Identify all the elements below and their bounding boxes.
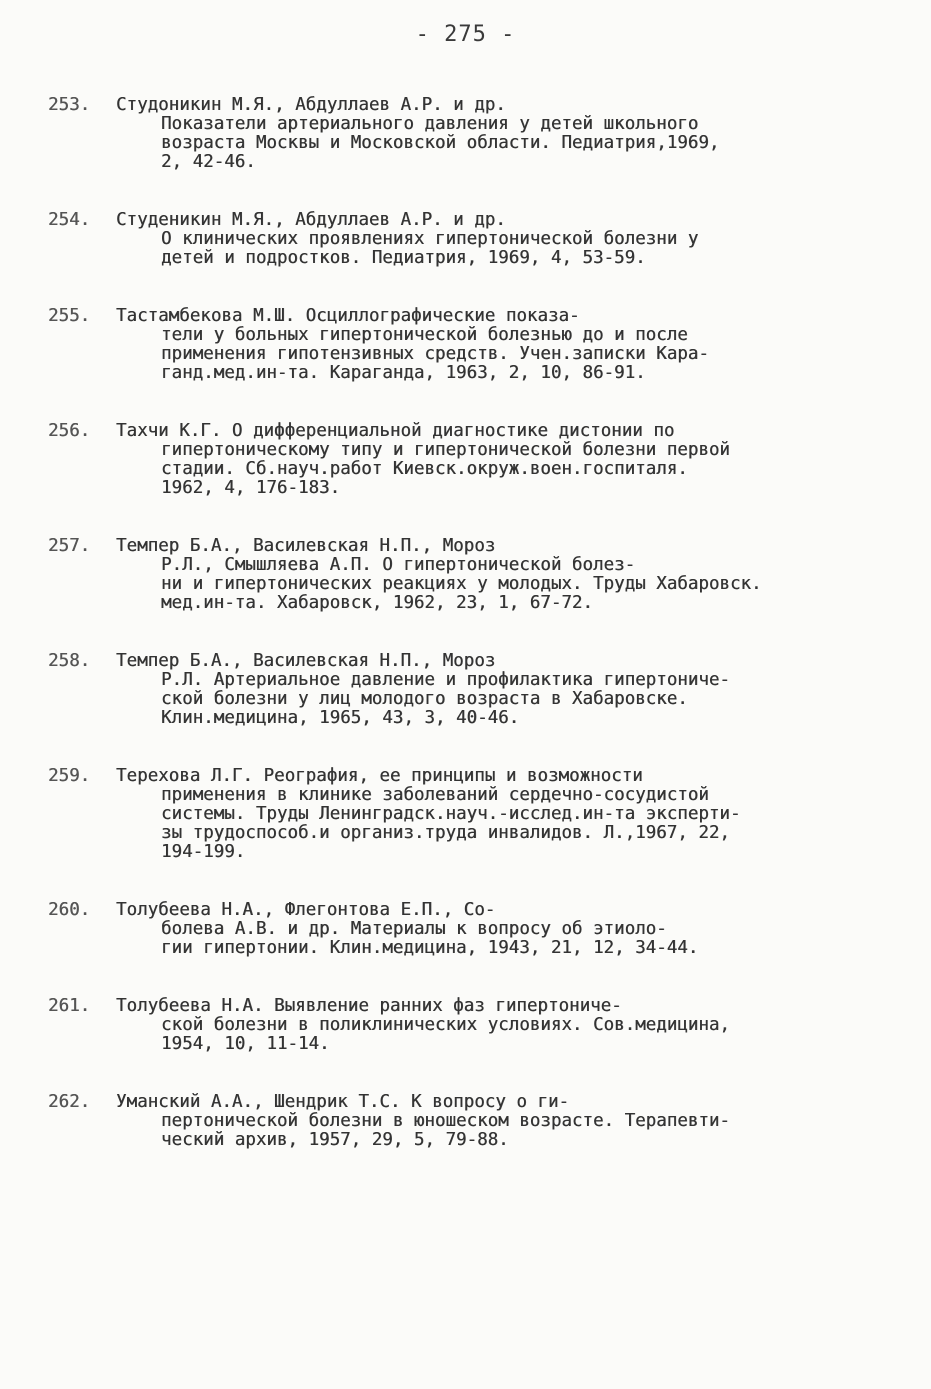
- entry-line: О клинических проявлениях гипертонической болезни у: [161, 229, 699, 249]
- entry-number: 254.: [48, 210, 91, 230]
- bibliography-entry-256: [48, 422, 888, 498]
- entry-line: стадии. Сб.науч.работ Киевск.окруж.воен.госпиталя.: [161, 459, 688, 479]
- entry-line: Р.Л. Артериальное давление и профилактика гипертониче-: [161, 670, 730, 690]
- entry-line: применения гипотензивных средств. Учен.записки Кара-: [161, 344, 709, 364]
- entry-line: 194-199.: [161, 842, 246, 862]
- entry-line: тели у больных гипертонической болезнью до и после: [161, 325, 688, 345]
- entry-number: 255.: [48, 306, 91, 326]
- entry-line: Р.Л., Смышляева А.П. О гипертонической болез-: [161, 555, 636, 575]
- entry-number: 261.: [48, 996, 91, 1016]
- entry-line: мед.ин-та. Хабаровск, 1962, 23, 1, 67-72.: [161, 593, 593, 613]
- entry-number: 257.: [48, 536, 91, 556]
- entry-line: Толубеева Н.А. Выявление ранних фаз гипертониче-: [116, 996, 622, 1016]
- bibliography-entry-262: [48, 1093, 888, 1150]
- page-number: - 275 -: [415, 22, 516, 47]
- entry-line: Студеникин М.Я., Абдуллаев А.Р. и др.: [116, 210, 506, 230]
- entry-line: Тастамбекова М.Ш. Осциллографические показа-: [116, 306, 580, 326]
- entry-line: пертонической болезни в юношеском возрасте. Терапевти-: [161, 1111, 730, 1131]
- entry-line: болева А.В. и др. Материалы к вопросу об этиоло-: [161, 919, 667, 939]
- entry-number: 262.: [48, 1092, 91, 1112]
- entry-line: Темпер Б.А., Василевская Н.П., Мороз: [116, 651, 496, 671]
- entry-line: ской болезни у лиц молодого возраста в Хабаровске.: [161, 689, 688, 709]
- bibliography-entry-254: [48, 211, 888, 268]
- entry-line: возраста Москвы и Московской области. Педиатрия,1969,: [161, 133, 720, 153]
- entry-number: 256.: [48, 421, 91, 441]
- entry-number: 258.: [48, 651, 91, 671]
- entry-line: гии гипертонии. Клин.медицина, 1943, 21, 12, 34-44.: [161, 938, 699, 958]
- entry-line: системы. Труды Ленинградск.науч.-исслед.ин-та эксперти-: [161, 804, 741, 824]
- entry-line: зы трудоспособ.и организ.труда инвалидов. Л.,1967, 22,: [161, 823, 730, 843]
- bibliography-entry-259: [48, 767, 888, 862]
- bibliography-list: [48, 96, 888, 1189]
- entry-line: детей и подростков. Педиатрия, 1969, 4, 53-59.: [161, 248, 646, 268]
- bibliography-entry-260: [48, 901, 888, 958]
- bibliography-entry-261: [48, 997, 888, 1054]
- entry-line: Толубеева Н.А., Флегонтова Е.П., Со-: [116, 900, 496, 920]
- entry-line: Студоникин М.Я., Абдуллаев А.Р. и др.: [116, 95, 506, 115]
- bibliography-entry-253: [48, 96, 888, 172]
- entry-number: 260.: [48, 900, 91, 920]
- entry-line: Клин.медицина, 1965, 43, 3, 40-46.: [161, 708, 520, 728]
- entry-line: 2, 42-46.: [161, 152, 256, 172]
- entry-line: 1954, 10, 11-14.: [161, 1034, 330, 1054]
- bibliography-entry-258: [48, 652, 888, 728]
- entry-number: 253.: [48, 95, 91, 115]
- bibliography-entry-257: [48, 537, 888, 613]
- entry-line: ской болезни в поликлинических условиях. Сов.медицина,: [161, 1015, 730, 1035]
- entry-line: Тахчи К.Г. О дифференциальной диагностике дистонии по: [116, 421, 675, 441]
- entry-line: 1962, 4, 176-183.: [161, 478, 341, 498]
- entry-line: ганд.мед.ин-та. Караганда, 1963, 2, 10, 86-91.: [161, 363, 646, 383]
- entry-line: Уманский А.А., Шендрик Т.С. К вопросу о ги-: [116, 1092, 570, 1112]
- entry-line: Терехова Л.Г. Реография, ее принципы и возможности: [116, 766, 643, 786]
- entry-line: ни и гипертонических реакциях у молодых. Труды Хабаровск.: [161, 574, 762, 594]
- entry-number: 259.: [48, 766, 91, 786]
- entry-line: ческий архив, 1957, 29, 5, 79-88.: [161, 1130, 509, 1150]
- entry-line: Темпер Б.А., Василевская Н.П., Мороз: [116, 536, 496, 556]
- bibliography-entry-255: [48, 307, 888, 383]
- entry-line: гипертоническому типу и гипертонической болезни первой: [161, 440, 730, 460]
- entry-line: применения в клинике заболеваний сердечно-сосудистой: [161, 785, 709, 805]
- entry-line: Показатели артериального давления у детей школьного: [161, 114, 699, 134]
